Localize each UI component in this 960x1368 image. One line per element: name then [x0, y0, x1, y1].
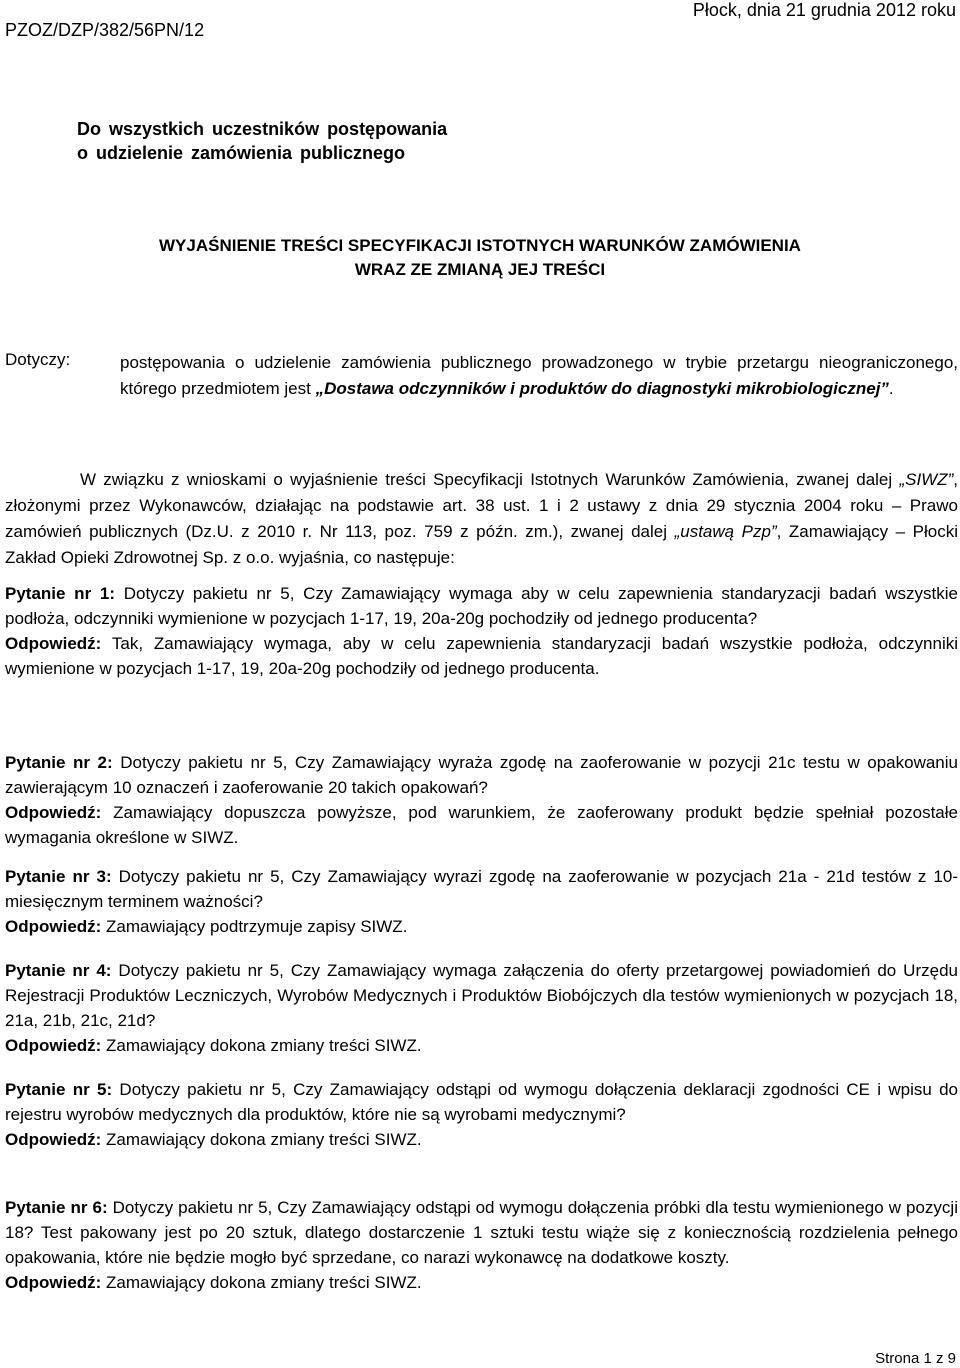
concerns-text-before: postępowania o udzielenie zamówienia publicznego prowadzonego w trybie przetargu nieograniczonego, którego przedmiotem jest: [120, 353, 958, 398]
answer-label: Odpowiedź:: [5, 917, 102, 936]
answer-text: Zamawiający dokona zmiany treści SIWZ.: [101, 1130, 422, 1149]
answer-text: Zamawiający dopuszcza powyższe, pod warunkiem, że zaoferowany produkt będzie spełniał pozostałe wymagania określone w SIWZ.: [5, 803, 958, 847]
question-text: Dotyczy pakietu nr 5, Czy Zamawiający wyraża zgodę na zaoferowanie w pozycji 21c testu w opakowaniu zawierającym 10 oznaczeń i zaoferowanie 20 takich opakowań?: [5, 753, 958, 797]
answer-5: [5, 1127, 958, 1152]
answer-label: Odpowiedź:: [5, 1273, 102, 1292]
answer-label: Odpowiedź:: [5, 1036, 102, 1055]
qa-block-6: [5, 1195, 958, 1295]
answer-label: Odpowiedź:: [5, 803, 102, 822]
question-label: Pytanie nr 2:: [5, 753, 113, 772]
intro-part-3: , Zamawiający – Płocki Zakład Opieki Zdrowotnej Sp. z o.o. wyjaśnia, co następuje:: [5, 522, 959, 567]
question-text: Dotyczy pakietu nr 5, Czy Zamawiający wymaga aby w celu zapewnienia standaryzacji badań wszystkie podłoża, odczynniki wymienione w pozycjach 1-17, 19, 20a-20g pochodziły od jednego producenta?: [5, 584, 958, 628]
qa-block-2: [5, 750, 958, 850]
answer-text: Tak, Zamawiający wymaga, aby w celu zapewnienia standaryzacji badań wszystkie podłoża, odczynniki wymienione w pozycjach 1-17, 19, 20a-20g pochodziły od jednego producenta.: [5, 634, 958, 678]
concerns-text: [120, 350, 958, 402]
answer-2: [5, 800, 958, 850]
concerns-text-after: .: [888, 379, 894, 398]
place-and-date: Płock, dnia 21 grudnia 2012 roku: [692, 0, 956, 20]
answer-4: [5, 1033, 958, 1058]
question-label: Pytanie nr 1:: [5, 584, 116, 603]
concerns-label: Dotyczy:: [5, 350, 71, 369]
question-4: [5, 958, 958, 1033]
question-5: [5, 1077, 958, 1127]
question-label: Pytanie nr 5:: [5, 1080, 113, 1099]
answer-3: [5, 914, 958, 939]
pzp-term: „ustawą Pzp”: [674, 522, 777, 541]
question-text: Dotyczy pakietu nr 5, Czy Zamawiający odstąpi od wymogu dołączenia deklaracji zgodności CE i wpisu do rejestru wyrobów medycznych dla produktów, które nie są wyrobami medycznymi?: [5, 1080, 958, 1124]
siwz-term: „SIWZ”: [899, 470, 954, 489]
question-text: Dotyczy pakietu nr 5, Czy Zamawiający wymaga załączenia do oferty przetargowej powiadomień do Urzędu Rejestracji Produktów Leczniczych, Wyrobów Medycznych i Produktów Biobójczych dla testów wymienionych w pozycjach 18, 21a, 21b, 21c, 21d?: [5, 961, 958, 1030]
question-label: Pytanie nr 4:: [5, 961, 112, 980]
question-3: [5, 864, 958, 914]
qa-block-1: [5, 581, 958, 681]
answer-6: [5, 1270, 958, 1295]
addressee-line-1: Do wszystkich uczestników postępowania: [77, 119, 448, 139]
addressee: [77, 117, 447, 165]
reference-number: PZOZ/DZP/382/56PN/12: [5, 20, 205, 40]
title-line-2: WRAZ ZE ZMIANĄ JEJ TREŚCI: [354, 260, 606, 279]
intro-part-1: W związku z wnioskami o wyjaśnienie treści Specyfikacji Istotnych Warunków Zamówienia, zwanej dalej: [80, 470, 900, 489]
question-6: [5, 1195, 958, 1270]
answer-label: Odpowiedź:: [5, 1130, 102, 1149]
qa-block-3: [5, 864, 958, 939]
intro-paragraph: [5, 467, 958, 571]
question-2: [5, 750, 958, 800]
answer-text: Zamawiający dokona zmiany treści SIWZ.: [101, 1036, 422, 1055]
question-text: Dotyczy pakietu nr 5, Czy Zamawiający odstąpi od wymogu dołączenia próbki dla testu wymienionego w pozycji 18? Test pakowany jest po 20 sztuk, dlatego dostarczenie 1 sztuki testu wiąże się z koniecznością rozdzielenia pełnego opakowania, które nie będzie mogło być sprzedane, co narazi wykonawcę na dodatkowe koszty.: [5, 1198, 958, 1267]
answer-text: Zamawiający podtrzymuje zapisy SIWZ.: [101, 917, 408, 936]
procurement-subject: „Dostawa odczynników i produktów do diagnostyki mikrobiologicznej”: [315, 379, 889, 398]
qa-block-4: [5, 958, 958, 1058]
document-title: [0, 234, 960, 282]
title-line-1: WYJAŚNIENIE TREŚCI SPECYFIKACJI ISTOTNYCH WARUNKÓW ZAMÓWIENIA: [159, 236, 801, 255]
question-1: [5, 581, 958, 631]
answer-text: Zamawiający dokona zmiany treści SIWZ.: [101, 1273, 422, 1292]
question-label: Pytanie nr 3:: [5, 867, 112, 886]
addressee-line-2: o udzielenie zamówienia publicznego: [77, 143, 406, 163]
qa-block-5: [5, 1077, 958, 1152]
answer-1: [5, 631, 958, 681]
page-number: Strona 1 z 9: [875, 1350, 956, 1367]
question-text: Dotyczy pakietu nr 5, Czy Zamawiający wyrazi zgodę na zaoferowanie w pozycjach 21a - 21d testów z 10-miesięcznym terminem ważności?: [5, 867, 958, 911]
intro-part-2: , złożonymi przez Wykonawców, działając na podstawie art. 38 ust. 1 i 2 ustawy z dnia 29 stycznia 2004 roku – Prawo zamówień publicznych (Dz.U. z 2010 r. Nr 113, poz. 759 z późn. zm.), zwanej dalej: [5, 470, 958, 541]
answer-label: Odpowiedź:: [5, 634, 102, 653]
question-label: Pytanie nr 6:: [5, 1198, 108, 1217]
